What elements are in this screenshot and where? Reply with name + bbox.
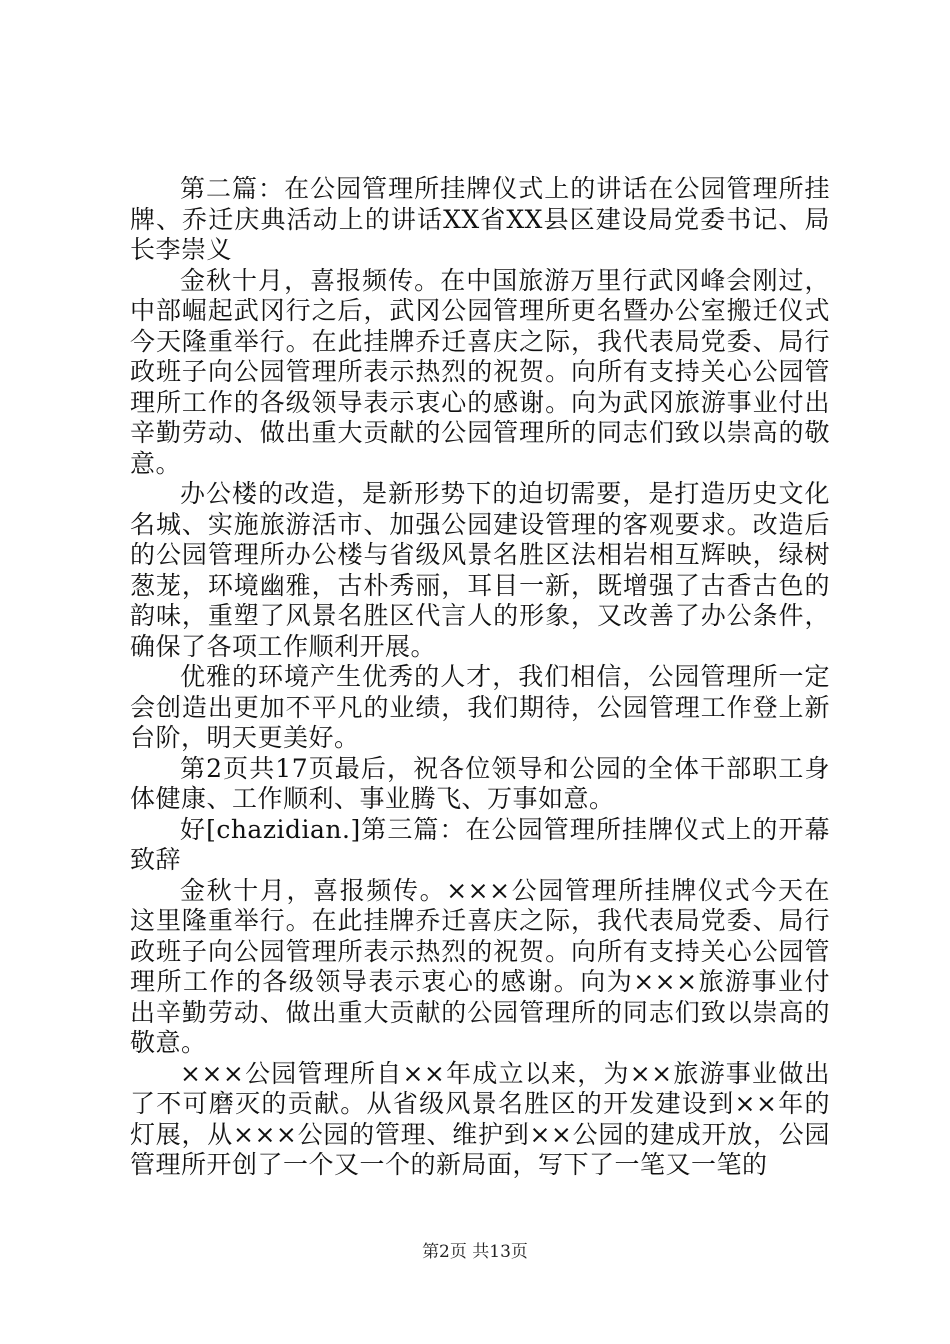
paragraph-history: ×××公园管理所自××年成立以来，为××旅游事业做出了不可磨灭的贡献。从省级风景名胜区的开发建设到××年的灯展，从×××公园的管理、维护到××公园的建成开放，公园管理所开创了一个又一个的新局面，写下了一笔又一笔的 — [130, 1058, 830, 1179]
paragraph-title-speech-3: 好[chazidian.]第三篇：在公园管理所挂牌仪式上的开幕致辞 — [130, 814, 830, 874]
paragraph-opening-remarks: 金秋十月，喜报频传。×××公园管理所挂牌仪式今天在这里隆重举行。在此挂牌乔迁喜庆之际，我代表局党委、局行政班子向公园管理所表示热烈的祝贺。向所有支持关心公园管理所工作的各级领导表示衷心的感谢。向为×××旅游事业付出辛勤劳动、做出重大贡献的公园管理所的同志们致以崇高的敬意。 — [130, 875, 830, 1057]
paragraph-expectations: 优雅的环境产生优秀的人才，我们相信，公园管理所一定会创造出更加不平凡的业绩，我们期待，公园管理工作登上新台阶，明天更美好。 — [130, 662, 830, 752]
paragraph-congratulations: 金秋十月，喜报频传。在中国旅游万里行武冈峰会刚过，中部崛起武冈行之后，武冈公园管理所更名暨办公室搬迁仪式今天隆重举行。在此挂牌乔迁喜庆之际，我代表局党委、局行政班子向公园管理所表示热烈的祝贺。向所有支持关心公园管理所工作的各级领导表示衷心的感谢。向为武冈旅游事业付出辛勤劳动、做出重大贡献的公园管理所的同志们致以崇高的敬意。 — [130, 265, 830, 478]
paragraph-closing-wishes: 第2页共17页最后，祝各位领导和公园的全体干部职工身体健康、工作顺利、事业腾飞、万事如意。 — [130, 753, 830, 813]
document-body — [130, 174, 830, 1181]
page-footer: 第2页 共13页 — [422, 1242, 528, 1262]
paragraph-office-renovation: 办公楼的改造，是新形势下的迫切需要，是打造历史文化名城、实施旅游活市、加强公园建设管理的客观要求。改造后的公园管理所办公楼与省级风景名胜区法相岩相互辉映，绿树葱茏，环境幽雅，古朴秀丽，耳目一新，既增强了古香古色的韵味，重塑了风景名胜区代言人的形象，又改善了办公条件，确保了各项工作顺利开展。 — [130, 479, 830, 661]
paragraph-title-speech-2: 第二篇：在公园管理所挂牌仪式上的讲话在公园管理所挂牌、乔迁庆典活动上的讲话XX省XX县区建设局党委书记、局长李崇义 — [130, 174, 830, 264]
